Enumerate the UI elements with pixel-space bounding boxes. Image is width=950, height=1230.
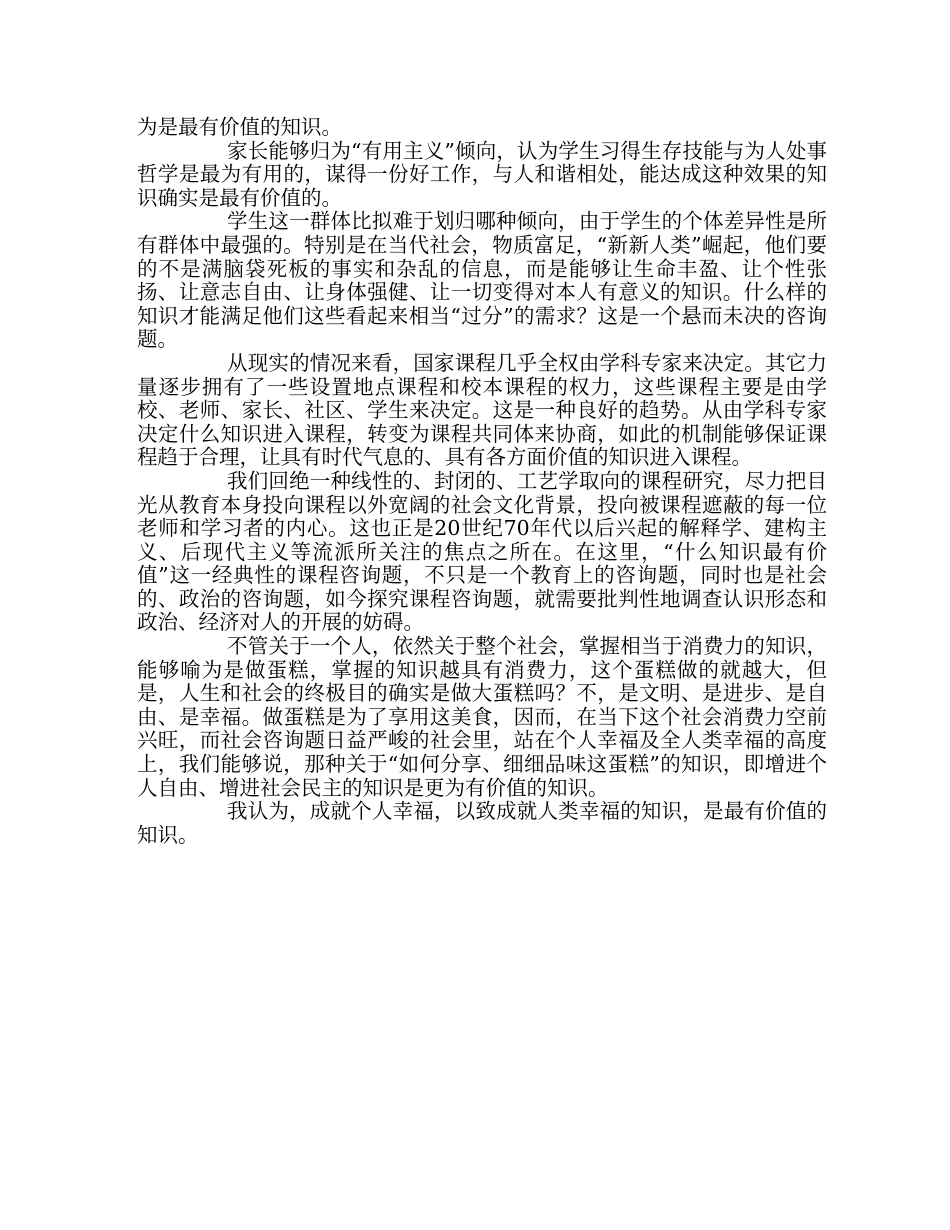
paragraph-7: 我认为，成就个人幸福，以致成就人类幸福的知识，是最有价值的知识。 [137,799,827,847]
paragraph-1: 为是最有价值的知识。 [137,115,342,139]
paragraph-6: 不管关于一个人，依然关于整个社会，掌握相当于消费力的知识，能够喻为是做蛋糕，掌握的知识越具有消费力，这个蛋糕做的就越大，但是，人生和社会的终极目的确实是做大蛋糕吗？不，是文明、是进步、是自由、是幸福。做蛋糕是为了享用这美食，因而，在当下这个社会消费力空前兴旺，而社会咨询题日益严峻的社会里，站在个人幸福及全人类幸福的高度上，我们能够说，那种关于“如何分享、细细品味这蛋糕”的知识，即增进个人自由、增进社会民主的知识是更为有价值的知识。 [137,634,827,800]
paragraph-5: 我们回绝一种线性的、封闭的、工艺学取向的课程研究，尽力把目光从教育本身投向课程以外宽阔的社会文化背景，投向被课程遮蔽的每一位老师和学习者的内心。这也正是20世纪70年代以后兴起的解释学、建构主义、后现代主义等流派所关注的焦点之所在。在这里，“什么知识最有价值”这一经典性的课程咨询题，不只是一个教育上的咨询题，同时也是社会的、政治的咨询题，如今探究课程咨询题，就需要批判性地调查认识形态和政治、经济对人的开展的妨碍。 [137,468,827,635]
document-body [137,116,827,847]
paragraph-4: 从现实的情况来看，国家课程几乎全权由学科专家来决定。其它力量逐步拥有了一些设置地点课程和校本课程的权力，这些课程主要是由学校、老师、家长、社区、学生来决定。这是一种良好的趋势。从由学科专家决定什么知识进入课程，转变为课程共同体来协商，如此的机制能够保证课程趋于合理，让具有时代气息的、具有各方面价值的知识进入课程。 [137,350,827,470]
paragraph-2: 家长能够归为“有用主义”倾向，认为学生习得生存技能与为人处事哲学是最为有用的，谋得一份好工作，与人和谐相处，能达成这种效果的知识确实是最有价值的。 [137,138,827,210]
paragraph-3: 学生这一群体比拟难于划归哪种倾向，由于学生的个体差异性是所有群体中最强的。特别是在当代社会，物质富足，“新新人类”崛起，他们要的不是满脑袋死板的事实和杂乱的信息，而是能够让生命丰盈、让个性张扬、让意志自由、让身体强健、让一切变得对本人有意义的知识。什么样的知识才能满足他们这些看起来相当“过分”的需求？这是一个悬而未决的咨询题。 [137,209,827,352]
